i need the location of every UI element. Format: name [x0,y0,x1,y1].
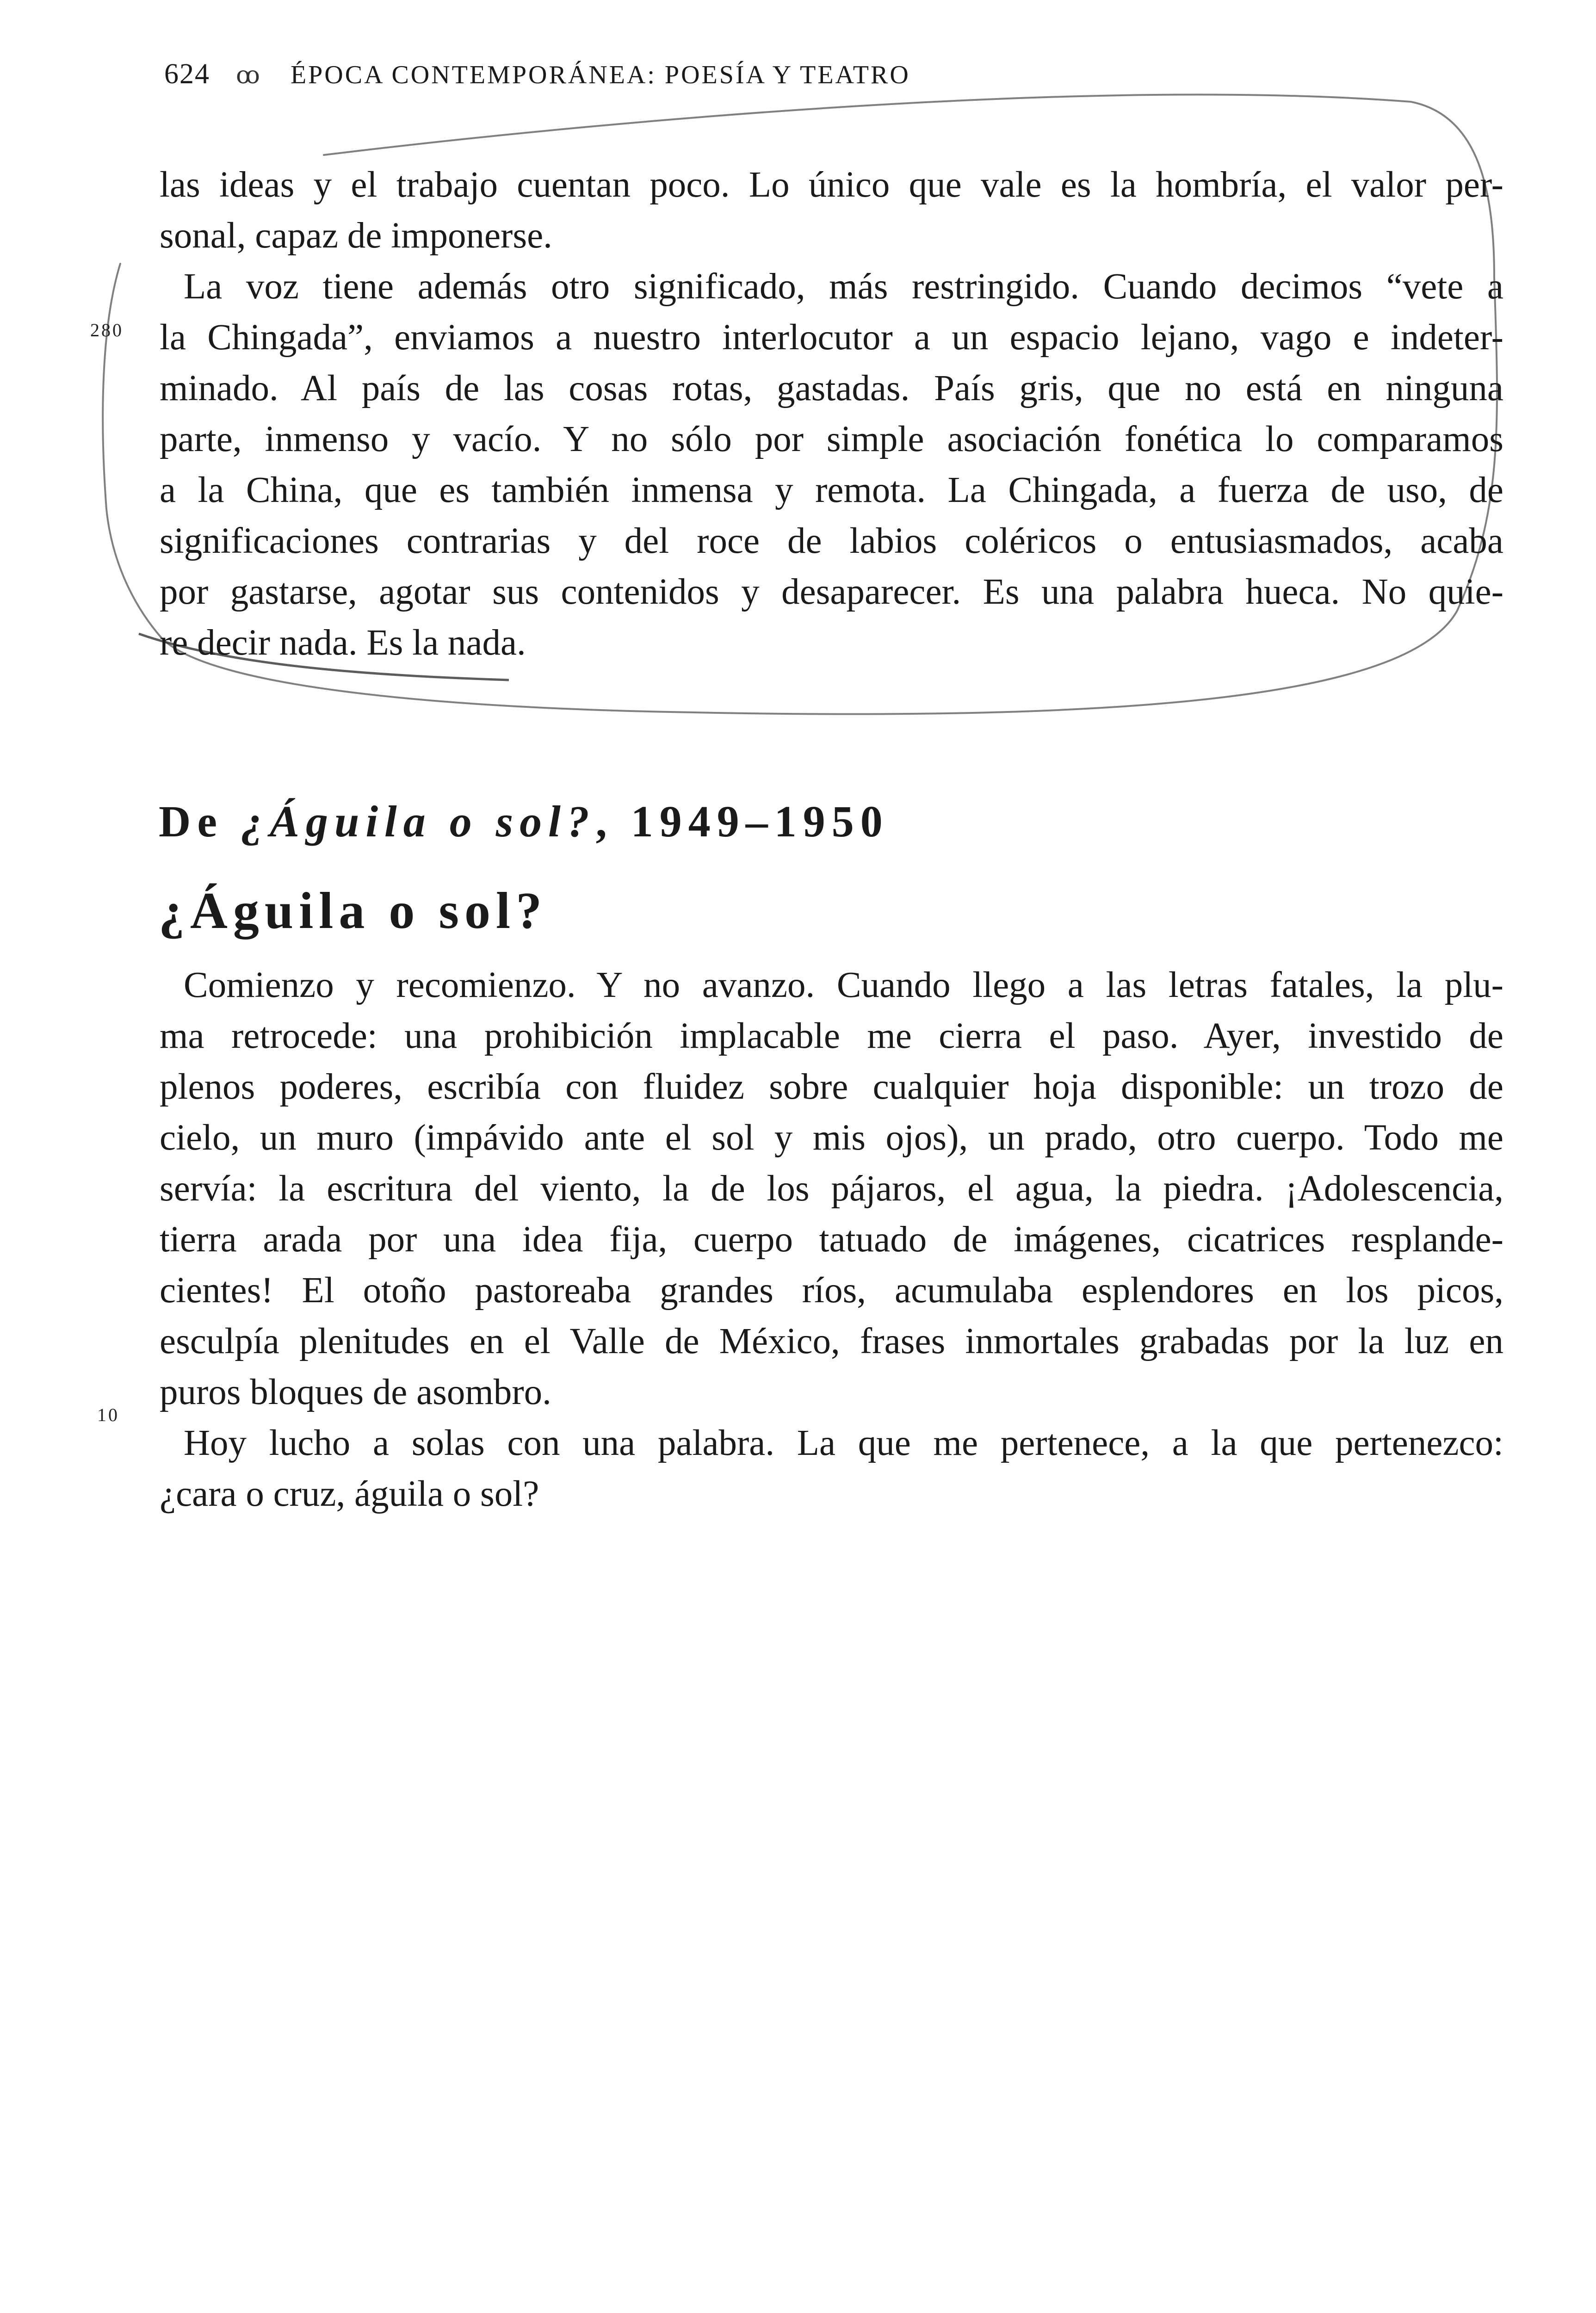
section-dates: , 1949–1950 [595,796,889,846]
text-line: la Chingada”, enviamos a nuestro interlocutor a un espacio lejano, vago e indeter- [160,317,1503,358]
text-line: esculpía plenitudes en el Valle de México, frases inmortales grabadas por la luz en [160,1321,1503,1361]
text-line: Comienzo y recomienzo. Y no avanzo. Cuando llego a las letras fatales, la plu- [184,965,1503,1005]
running-head-title: ÉPOCA CONTEMPORÁNEA: POESÍA Y TEATRO [290,61,910,89]
text-line: re decir nada. Es la nada. [160,623,526,663]
section-heading [159,796,889,847]
text-line: servía: la escritura del viento, la de los pájaros, el agua, la piedra. ¡Adolescencia, [160,1169,1503,1209]
margin-line-number: 10 [97,1404,119,1425]
text-line: ma retrocede: una prohibición implacable me cierra el paso. Ayer, investido de [160,1016,1503,1056]
text-line: cielo, un muro (impávido ante el sol y mis ojos), un prado, otro cuerpo. Todo me [160,1118,1503,1158]
text-line: Hoy lucho a solas con una palabra. La que me pertenece, a la que pertenezco: [184,1423,1503,1463]
text-line: puros bloques de asombro. [160,1372,551,1412]
text-line: por gastarse, agotar sus contenidos y desaparecer. Es una palabra hueca. No quie- [160,572,1503,612]
text-line: minado. Al país de las cosas rotas, gastadas. País gris, que no está en ninguna [160,368,1503,408]
poem-title: ¿Águila o sol? [159,882,548,940]
section-prefix: De [159,796,241,846]
section-book-title: ¿Águila o sol? [241,796,596,846]
essay-passage [160,160,1503,668]
ornament-icon: ꝏ [236,62,261,89]
text-line: plenos poderes, escribía con fluidez sobre cualquier hoja disponible: un trozo de [160,1067,1503,1107]
text-line: significaciones contrarias y del roce de labios coléricos o entusiasmados, acaba [160,521,1503,561]
text-line: parte, inmenso y vacío. Y no sólo por simple asociación fonética lo comparamos [160,419,1503,459]
text-line: tierra arada por una idea fija, cuerpo tatuado de imágenes, cicatrices resplande- [160,1219,1503,1260]
text-line: a la China, que es también inmensa y remota. La Chingada, a fuerza de uso, de [160,470,1503,510]
text-line: las ideas y el trabajo cuentan poco. Lo único que vale es la hombría, el valor per- [160,165,1503,205]
text-line: sonal, capaz de imponerse. [160,216,552,256]
text-line: La voz tiene además otro significado, más restringido. Cuando decimos “vete a [184,266,1503,307]
margin-line-number: 280 [90,320,124,340]
text-line: ¿cara o cruz, águila o sol? [160,1474,539,1514]
running-head [164,58,910,91]
page-number: 624 [164,58,210,90]
text-line: cientes! El otoño pastoreaba grandes ríos, acumulaba esplendores en los picos, [160,1270,1503,1311]
poem-text [160,960,1503,1520]
